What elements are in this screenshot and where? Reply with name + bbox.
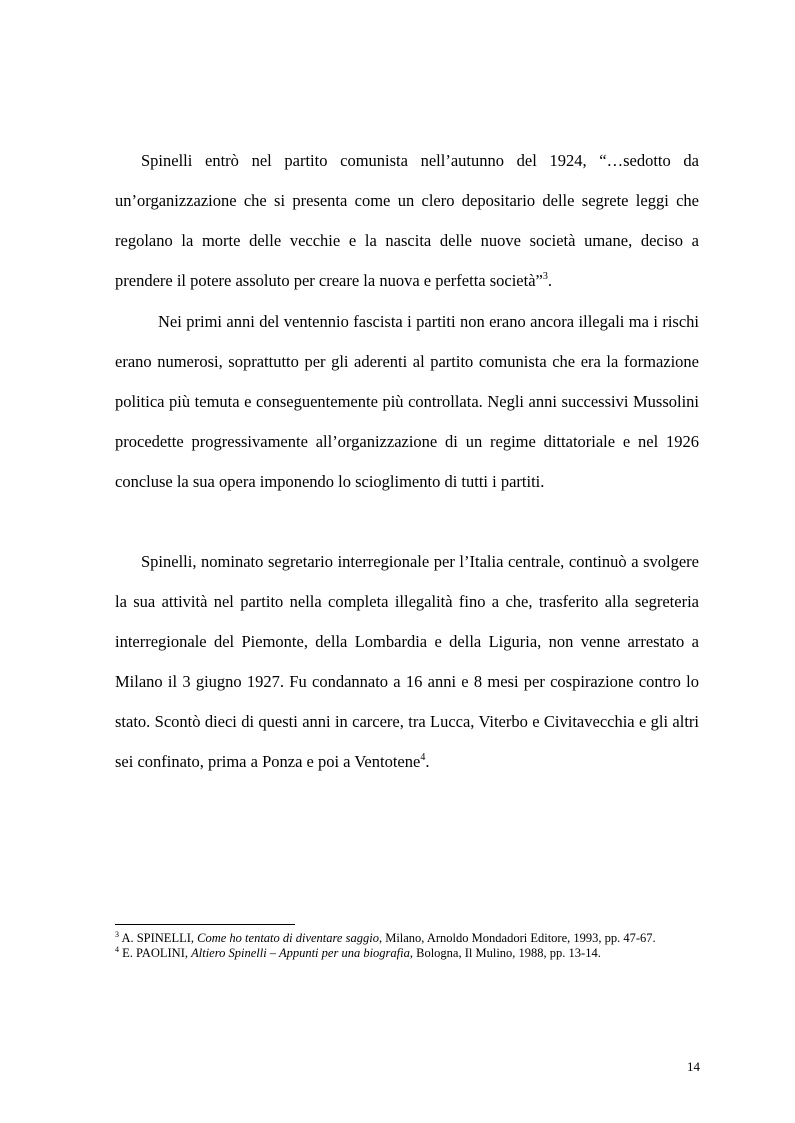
footnote-title: Come ho tentato di diventare saggio xyxy=(197,931,379,945)
footnote-author: E. PAOLINI, xyxy=(122,946,192,960)
footnote-separator xyxy=(115,924,295,925)
footnote-details: , Milano, Arnoldo Mondadori Editore, 1993, pp. 47-67. xyxy=(378,931,656,945)
paragraph-1-tail: . xyxy=(547,271,552,290)
paragraph-2 xyxy=(115,302,699,502)
footnote-number: 4 xyxy=(115,945,119,954)
paragraph-3 xyxy=(115,542,699,782)
footnote-ref-4[interactable]: 4 xyxy=(420,752,426,763)
footnote-ref-3[interactable]: 3 xyxy=(542,271,548,282)
paragraph-1-text: Spinelli entrò nel partito comunista nell’autunno del 1924, “…sedotto da un’organizzazione che si presenta come un clero depositario delle segrete leggi che regolano la morte delle vecchie e la nascita delle nuove società umane, deciso a prendere il potere assoluto per creare la nuova e perfetta società” xyxy=(115,151,699,290)
paragraph-3-tail: . xyxy=(425,752,430,771)
paragraph-2-text: Nei primi anni del ventennio fascista i partiti non erano ancora illegali ma i rischi erano numerosi, soprattutto per gli aderenti al partito comunista che era la formazione politica più temuta e conseguentemente più controllata. Negli anni successivi Mussolini procedette progressivamente all’organizzazione di un regime dittatoriale e nel 1926 concluse la sua opera imponendo lo scioglimento di tutti i partiti. xyxy=(115,312,699,491)
paragraph-3-text: Spinelli, nominato segretario interregionale per l’Italia centrale, continuò a svolgere la sua attività nel partito nella completa illegalità fino a che, trasferito alla segreteria interregionale del Piemonte, della Lombardia e della Liguria, non venne arrestato a Milano il 3 giugno 1927. Fu condannato a 16 anni e 8 mesi per cospirazione contro lo stato. Scontò dieci di questi anni in carcere, tra Lucca, Viterbo e Civitavecchia e gli altri sei confinato, prima a Ponza e poi a Ventotene xyxy=(115,552,699,771)
footnotes xyxy=(115,931,705,961)
footnote-details: , Bologna, Il Mulino, 1988, pp. 13-14. xyxy=(409,946,601,960)
footnote-4 xyxy=(115,946,705,961)
paragraph-1 xyxy=(115,141,699,301)
page-number: 14 xyxy=(687,1059,700,1074)
footnote-number: 3 xyxy=(115,930,119,939)
footnote-title: Altiero Spinelli – Appunti per una biografia xyxy=(191,946,410,960)
footnote-3 xyxy=(115,931,705,946)
footnote-author: A. SPINELLI, xyxy=(121,931,198,945)
